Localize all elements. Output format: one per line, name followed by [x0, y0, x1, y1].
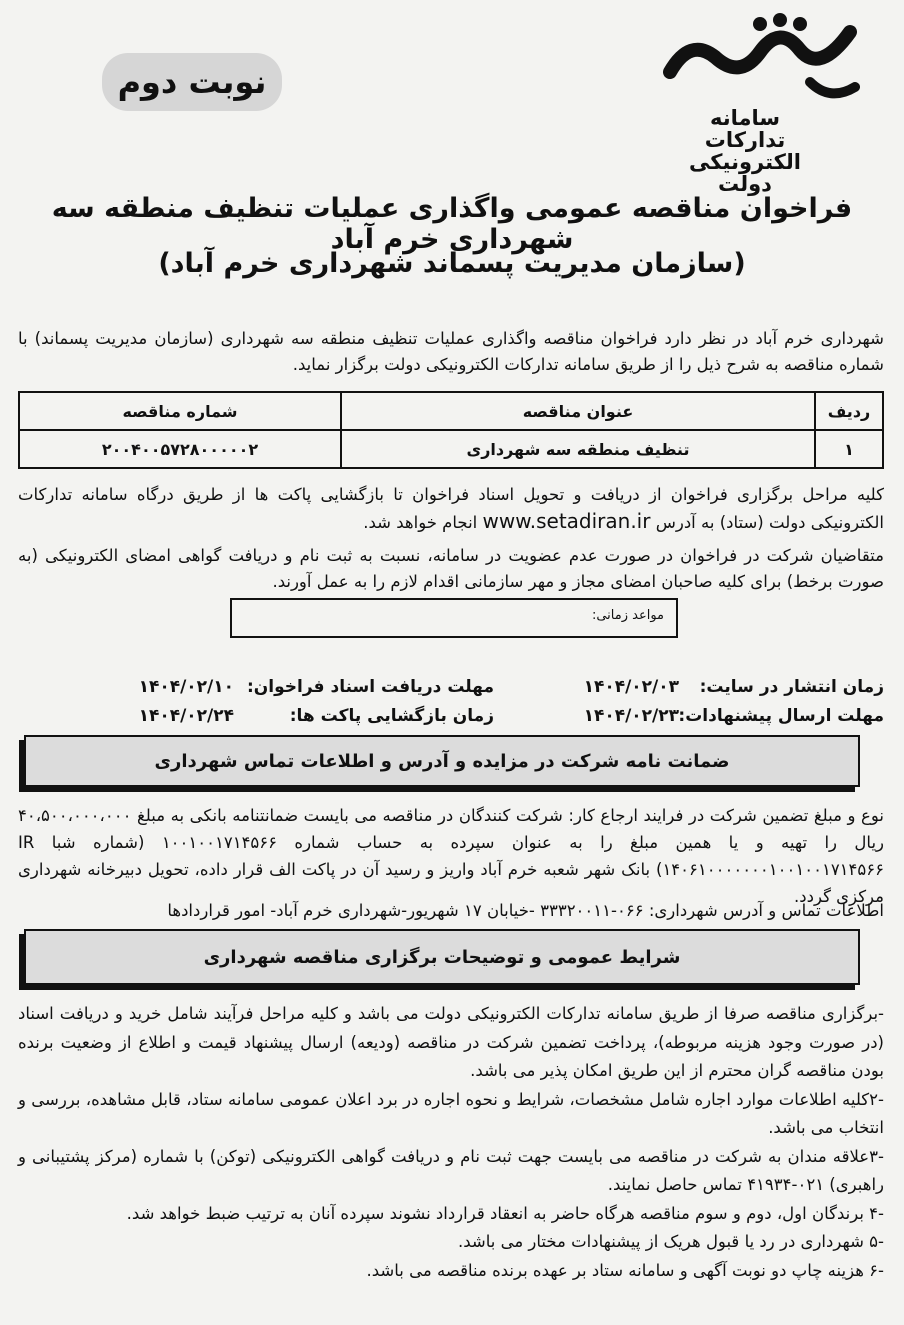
second-round-badge: نوبت دوم	[102, 53, 282, 111]
condition-item: -برگزاری مناقصه صرفا از طریق سامانه تدارکات الکترونیکی دولت می باشد و کلیه مراحل فرآیند شامل خرید و دریافت اسناد (در صورت وجود هزینه مربوطه)، پرداخت تضمین شرکت در مناقصه (ودیعه) ارسال پیشنهاد قیمت و اطلاع از وضعیت برنده بودن مناقصه گران محترم از این طریق امکان پذیر می باشد.	[18, 1004, 884, 1080]
timing-label: مواعد زمانی:	[591, 608, 664, 623]
header-tender-number: شماره مناقصه	[19, 392, 341, 430]
publish-date: ۱۴۰۴/۰۲/۰۳	[583, 677, 679, 697]
cell-tender-title: تنظیف منطقه سه شهرداری	[341, 430, 815, 468]
timing-row-1	[18, 677, 884, 703]
contact-paragraph: اطلاعات تماس و آدرس شهرداری: ۰۶۶-۳۳۳۲۰۰۱۱ -خیابان ۱۷ شهریور-شهرداری خرم آباد- امور قراردادها	[167, 901, 884, 920]
table-row	[19, 430, 883, 468]
conditions-list	[18, 1000, 884, 1285]
condition-item: -۶ هزینه چاپ دو نوبت آگهی و سامانه ستاد بر عهده برنده مناقصه می باشد.	[366, 1260, 884, 1280]
registration-paragraph: متقاضیان شرکت در فراخوان در صورت عدم عضویت در سامانه، نسبت به ثبت نام و دریافت گواهی امضای الکترونیکی (به صورت برخط) برای کلیه صاحبان امضای مجاز و مهر سازمانی اقدام لازم را به عمل آورند.	[18, 546, 884, 591]
condition-item: -۲کلیه اطلاعات موارد اجاره شامل مشخصات، شرایط و نحوه اجاره در برد اعلان عمومی سامانه ستاد، قابل مشاهده، بررسی و انتخاب می باشد.	[18, 1089, 884, 1137]
process-text-end: انجام خواهد شد.	[363, 513, 478, 532]
cell-tender-number: ۲۰۰۴۰۰۵۷۲۸۰۰۰۰۰۲	[19, 430, 341, 468]
submit-deadline-date: ۱۴۰۴/۰۲/۲۳	[583, 706, 679, 726]
cell-row-number: ۱	[815, 430, 883, 468]
guarantee-paragraph: نوع و مبلغ تضمین شرکت در فرایند ارجاع کار: شرکت کنندگان در مناقصه می بایست ضمانتنامه بانکی به مبلغ ۴۰،۵۰۰،۰۰۰،۰۰۰ ریال را تهیه و یا همین مبلغ را به عنوان سپرده به حساب شماره ۱۰۰۱۰۰۱۷۱۴۵۶۶ (شماره شبا IR ۱۴۰۶۱۰۰۰۰۰۰۰۱۰۰۱۰۰۱۷۱۴۵۶۶) بانک شهر شعبه خرم آباد واریز و رسید آن در پاکت الف قرار داده، تحویل دبیرخانه شهرداری مرکزی گردد.	[18, 806, 884, 906]
condition-item: -۴ برندگان اول، دوم و سوم مناقصه هرگاه حاضر به انعقاد قرارداد نشوند سپرده آنان به ترتیب ضبط خواهد شد.	[126, 1203, 884, 1223]
docs-deadline-date: ۱۴۰۴/۰۲/۱۰	[138, 677, 234, 697]
guarantee-banner: ضمانت نامه شرکت در مزایده و آدرس و اطلاعات تماس شهرداری	[24, 735, 860, 787]
header-row-number: ردیف	[815, 392, 883, 430]
opening-label: زمان بازگشایی پاکت ها:	[289, 706, 494, 726]
setad-logo	[630, 12, 860, 196]
process-text: کلیه مراحل برگزاری فراخوان از دریافت و تحویل اسناد فراخوان تا بازگشایی پاکت ها از طریق درگاه سامانه تدارکات الکترونیکی دولت (ستاد) به آدرس	[18, 485, 884, 532]
header-tender-title: عنوان مناقصه	[341, 392, 815, 430]
page-title: فراخوان مناقصه عمومی واگذاری عملیات تنظیف منطقه سه شهرداری خرم آباد	[51, 193, 853, 255]
setadiran-link[interactable]: www.setadiran.ir	[482, 509, 651, 533]
opening-date: ۱۴۰۴/۰۲/۲۴	[138, 706, 234, 726]
logo-text: سامانه تدارکات الکترونیکی دولت	[689, 106, 801, 196]
intro-paragraph: شهرداری خرم آباد در نظر دارد فراخوان مناقصه واگذاری عملیات تنظیف منطقه سه شهرداری (سازمان مدیریت پسماند) با شماره مناقصه به شرح ذیل را از طریق سامانه تدارکات الکترونیکی دولت برگزار نماید.	[18, 329, 884, 374]
publish-label: زمان انتشار در سایت:	[699, 677, 884, 697]
condition-item: -۳علاقه مندان به شرکت در مناقصه می بایست جهت ثبت نام و دریافت گواهی الکترونیکی (توکن) با شماره (مرکز پشتیبانی و راهبری) ۰۲۱-۴۱۹۳۴ تماس حاصل نمایند.	[18, 1146, 884, 1194]
timing-box	[230, 598, 678, 638]
docs-deadline-label: مهلت دریافت اسناد فراخوان:	[246, 677, 494, 697]
conditions-banner: شرایط عمومی و توضیحات برگزاری مناقصه شهرداری	[24, 929, 860, 985]
setad-logo-mark-icon	[660, 12, 860, 107]
condition-item: -۵ شهرداری در رد یا قبول هریک از پیشنهادات مختار می باشد.	[457, 1232, 884, 1251]
table-header-row	[19, 392, 883, 430]
submit-deadline-label: مهلت ارسال پیشنهادات:	[678, 706, 884, 726]
page-subtitle: (سازمان مدیریت پسماند شهرداری خرم آباد)	[158, 248, 746, 279]
process-paragraph	[18, 482, 884, 536]
tender-table	[18, 391, 884, 469]
timing-row-2	[18, 706, 884, 732]
